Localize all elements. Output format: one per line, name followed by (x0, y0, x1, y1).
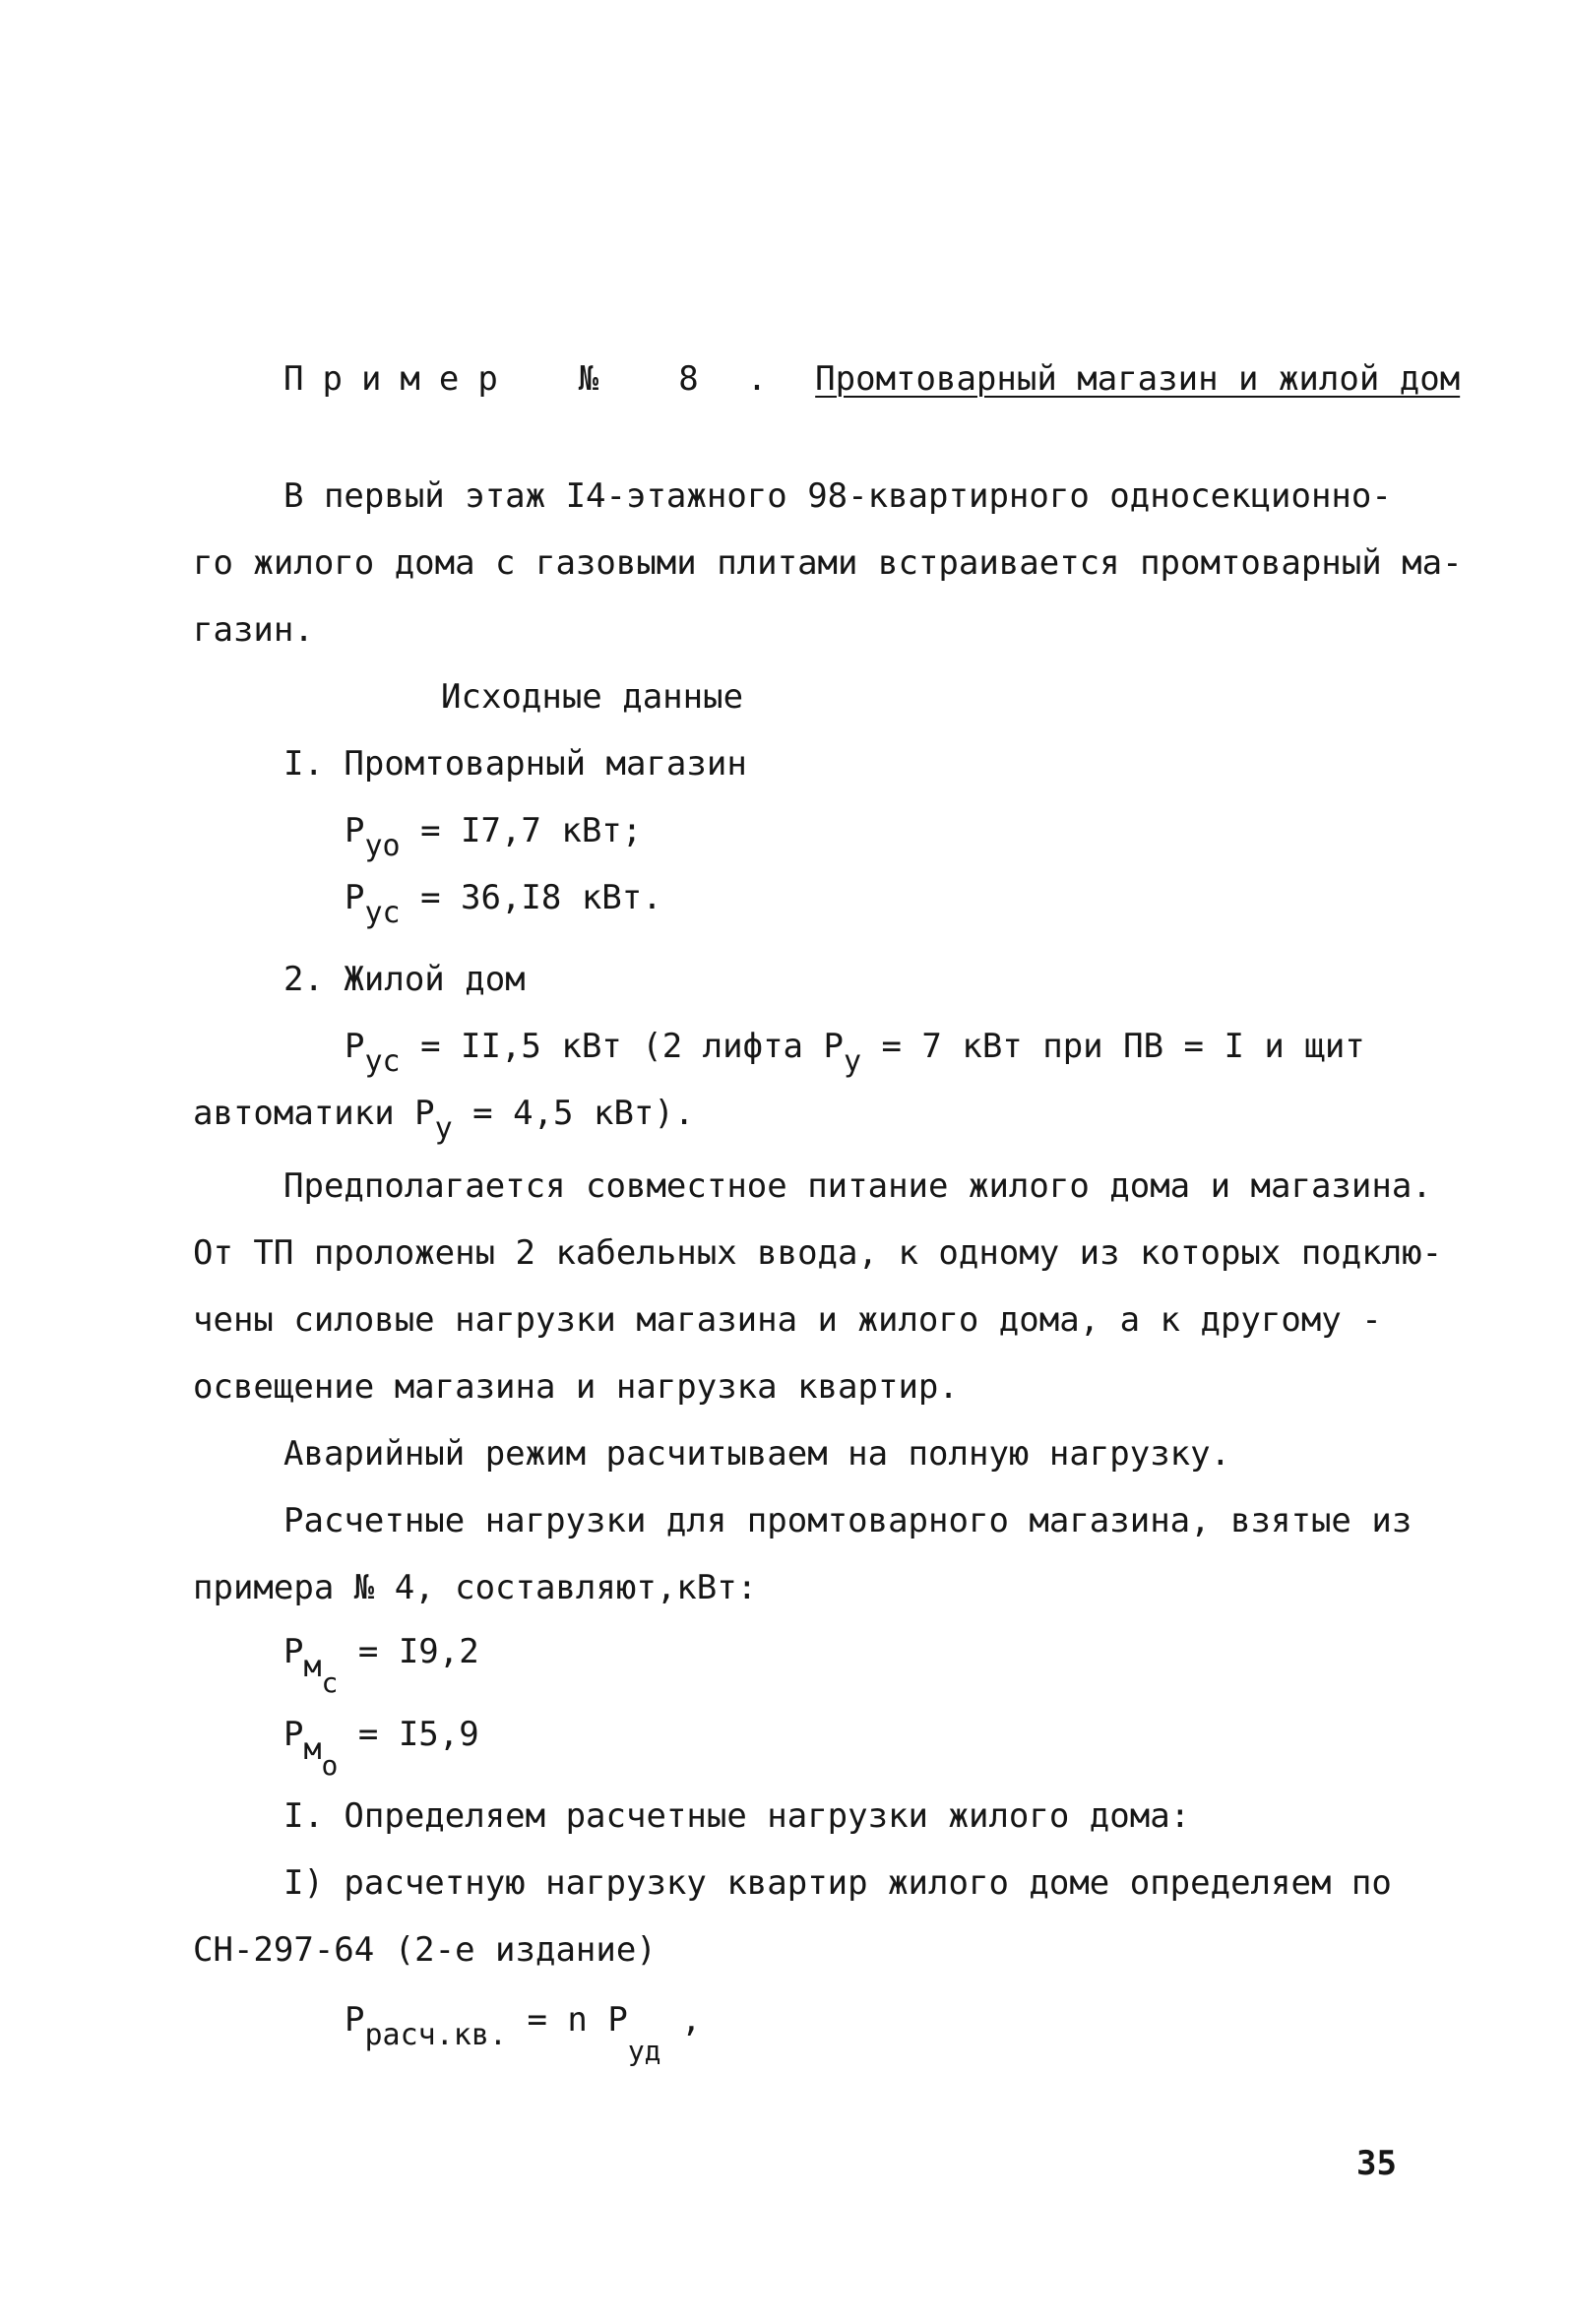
formula-end: , (660, 2000, 702, 2040)
formula-text: = 7 кВт при ПВ = I и щит (861, 1027, 1365, 1066)
intro-line-1: В первый этаж I4-этажного 98-квартирного односекционно- (283, 476, 1392, 516)
item1-formula-2 (345, 878, 662, 930)
body-p3-line-1: Расчетные нагрузки для промтоварного магазина, взятые из (283, 1501, 1413, 1540)
formula-pm-o (283, 1715, 479, 1782)
formula-symbol: P (345, 811, 365, 850)
item2-formula-line-2 (193, 1094, 695, 1146)
heading-label: Пример (283, 359, 517, 399)
item2-formula-line-1 (345, 1027, 1365, 1079)
source-data-title: Исходные данные (441, 677, 744, 717)
formula-subscript: м (303, 1650, 322, 1684)
formula-subscript: ус (364, 896, 401, 930)
body-p1-line-1: Предполагается совместное питание жилого дома и магазина. (283, 1166, 1432, 1206)
formula-subscript: уо (364, 829, 401, 863)
formula-symbol: P (345, 2000, 365, 2040)
body-p1-line-3: чены силовые нагрузки магазина и жилого дома, а к другому - (193, 1300, 1382, 1340)
intro-line-2: го жилого дома с газовыми плитами встраивается промтоварный ма- (193, 543, 1463, 583)
intro-line-3: газин. (193, 610, 314, 650)
formula-subscript-2: о (321, 1749, 339, 1782)
formula-subscript-2: уд (627, 2035, 661, 2067)
item2-label: 2. Жилой дом (283, 960, 526, 999)
formula-value: = 36,I8 кВт. (400, 878, 662, 917)
heading-number: 8 (678, 359, 699, 399)
formula-subscript: расч.кв. (364, 2018, 507, 2052)
formula-value: = I9,2 (338, 1632, 479, 1671)
formula-subscript: у (434, 1111, 453, 1146)
example-heading (283, 359, 1460, 399)
body-p3-line-2: примера № 4, составляют,кВт: (193, 1568, 758, 1607)
body-p1-line-4: освещение магазина и нагрузка квартир. (193, 1367, 959, 1407)
formula-p-rasch-kv (345, 2000, 702, 2067)
formula-value: = I5,9 (338, 1715, 479, 1754)
formula-symbol: P (283, 1632, 304, 1671)
formula-text: автоматики P (193, 1094, 435, 1133)
body-p2: Аварийный режим расчитываем на полную нагрузку. (283, 1434, 1231, 1474)
formula-symbol: P (345, 878, 365, 917)
formula-subscript: м (303, 1732, 322, 1767)
formula-text: = 4,5 кВт). (452, 1094, 695, 1133)
body-p1-line-2: От ТП проложены 2 кабельных ввода, к одному из которых подклю- (193, 1233, 1443, 1273)
formula-symbol: P (345, 1027, 365, 1066)
formula-pm-c (283, 1632, 479, 1699)
item1-formula-1 (345, 811, 643, 863)
formula-symbol: P (283, 1715, 304, 1754)
step-1-1-line-1: I) расчетную нагрузку квартир жилого доме определяем по (283, 1863, 1392, 1903)
formula-value: = I7,7 кВт; (400, 811, 643, 850)
formula-subscript: ус (364, 1044, 401, 1079)
item1-label: I. Промтоварный магазин (283, 744, 747, 784)
formula-subscript-2: с (321, 1666, 339, 1699)
heading-number-sign: № (578, 359, 599, 399)
page-number: 35 (1356, 2144, 1397, 2183)
formula-text: = II,5 кВт (2 лифта P (400, 1027, 844, 1066)
step-1-1-line-2: СН-297-64 (2-е издание) (193, 1930, 657, 1970)
heading-title: Промтоварный магазин и жилой дом (815, 359, 1461, 399)
formula-subscript: у (843, 1044, 862, 1079)
heading-dot: . (746, 359, 768, 399)
formula-operator: = n P (506, 2000, 628, 2040)
step-1: I. Определяем расчетные нагрузки жилого дома: (283, 1796, 1191, 1836)
